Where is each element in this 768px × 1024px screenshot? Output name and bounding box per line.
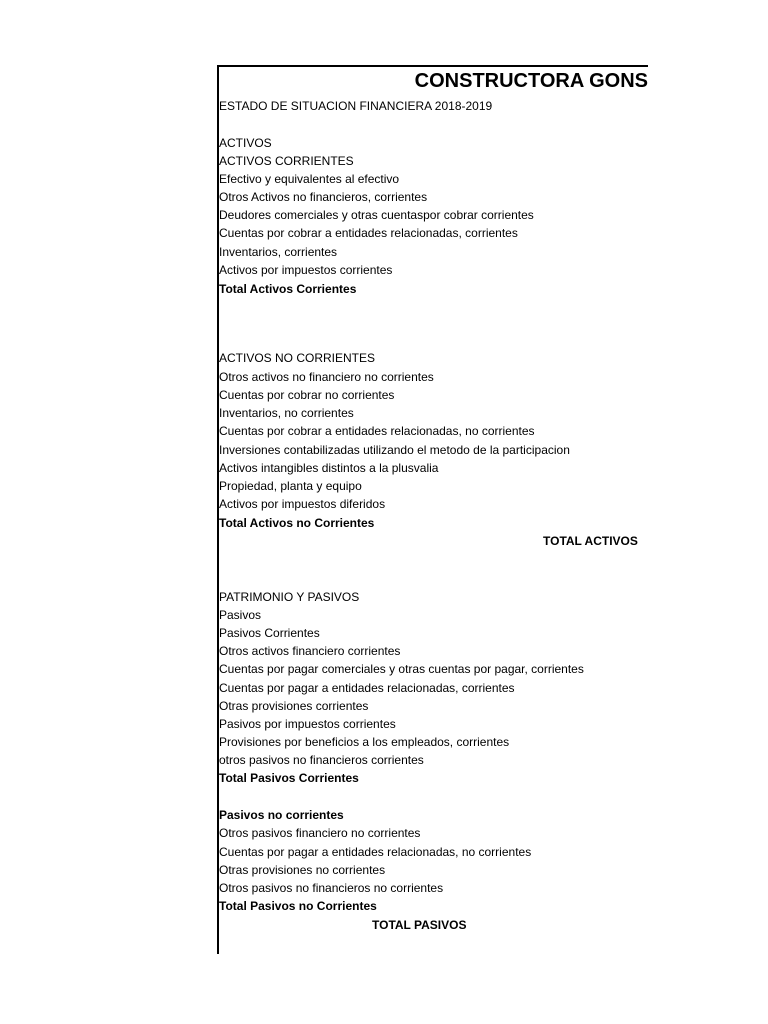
pasivos-no-corrientes-item: Cuentas por pagar a entidades relacionadas, no corrientes xyxy=(219,845,532,859)
activos-no-corrientes-item: Activos por impuestos diferidos xyxy=(219,497,386,511)
activos-no-corrientes-item: Propiedad, planta y equipo xyxy=(219,479,362,493)
pasivos-corrientes-item: otros pasivos no financieros corrientes xyxy=(219,753,424,767)
total-activos: TOTAL ACTIVOS xyxy=(543,534,638,548)
pasivos-no-corrientes-item: Otros pasivos financiero no corrientes xyxy=(219,826,421,840)
pasivos-corrientes-item: Otras provisiones corrientes xyxy=(219,699,369,713)
activos-corrientes-item: Activos por impuestos corrientes xyxy=(219,263,393,277)
activos-no-corrientes-item: Inventarios, no corrientes xyxy=(219,406,354,420)
pasivos-corrientes-item: Pasivos por impuestos corrientes xyxy=(219,717,396,731)
statement-subtitle: ESTADO DE SITUACION FINANCIERA 2018-2019 xyxy=(219,99,493,113)
total-pasivos: TOTAL PASIVOS xyxy=(372,918,467,932)
activos-no-corrientes-item: Otros activos no financiero no corrientes xyxy=(219,370,434,384)
activos-corrientes-item: Otros Activos no financieros, corrientes xyxy=(219,190,428,204)
patrimonio-pasivos-heading: PATRIMONIO Y PASIVOS xyxy=(219,590,360,604)
total-activos-corrientes: Total Activos Corrientes xyxy=(219,282,357,296)
activos-no-corrientes-heading: ACTIVOS NO CORRIENTES xyxy=(219,351,376,365)
activos-heading: ACTIVOS xyxy=(219,136,272,150)
pasivos-no-corrientes-item: Otros pasivos no financieros no corrientes xyxy=(219,881,444,895)
company-title: CONSTRUCTORA GONS xyxy=(414,70,648,92)
pasivos-heading: Pasivos xyxy=(219,608,262,622)
total-pasivos-no-corrientes: Total Pasivos no Corrientes xyxy=(219,899,377,913)
activos-no-corrientes-item: Inversiones contabilizadas utilizando el metodo de la participacion xyxy=(219,443,570,457)
pasivos-corrientes-item: Cuentas por pagar a entidades relacionadas, corrientes xyxy=(219,681,515,695)
activos-corrientes-item: Efectivo y equivalentes al efectivo xyxy=(219,172,400,186)
pasivos-no-corrientes-heading: Pasivos no corrientes xyxy=(219,808,344,822)
activos-corrientes-item: Inventarios, corrientes xyxy=(219,245,338,259)
activos-corrientes-item: Cuentas por cobrar a entidades relacionadas, corrientes xyxy=(219,226,518,240)
pasivos-no-corrientes-item: Otras provisiones no corrientes xyxy=(219,863,386,877)
activos-corrientes-item: Deudores comerciales y otras cuentaspor cobrar corrientes xyxy=(219,208,534,222)
pasivos-corrientes-item: Otros activos financiero corrientes xyxy=(219,644,401,658)
pasivos-corrientes-item: Cuentas por pagar comerciales y otras cuentas por pagar, corrientes xyxy=(219,662,584,676)
activos-no-corrientes-item: Activos intangibles distintos a la plusvalia xyxy=(219,461,439,475)
total-activos-no-corrientes: Total Activos no Corrientes xyxy=(219,516,375,530)
sheet-top-border xyxy=(217,65,648,67)
pasivos-corrientes-item: Provisiones por beneficios a los empleados, corrientes xyxy=(219,735,510,749)
activos-no-corrientes-item: Cuentas por cobrar a entidades relacionadas, no corrientes xyxy=(219,424,535,438)
activos-corrientes-heading: ACTIVOS CORRIENTES xyxy=(219,154,354,168)
pasivos-corrientes-heading: Pasivos Corrientes xyxy=(219,626,320,640)
total-pasivos-corrientes: Total Pasivos Corrientes xyxy=(219,771,359,785)
activos-no-corrientes-item: Cuentas por cobrar no corrientes xyxy=(219,388,395,402)
